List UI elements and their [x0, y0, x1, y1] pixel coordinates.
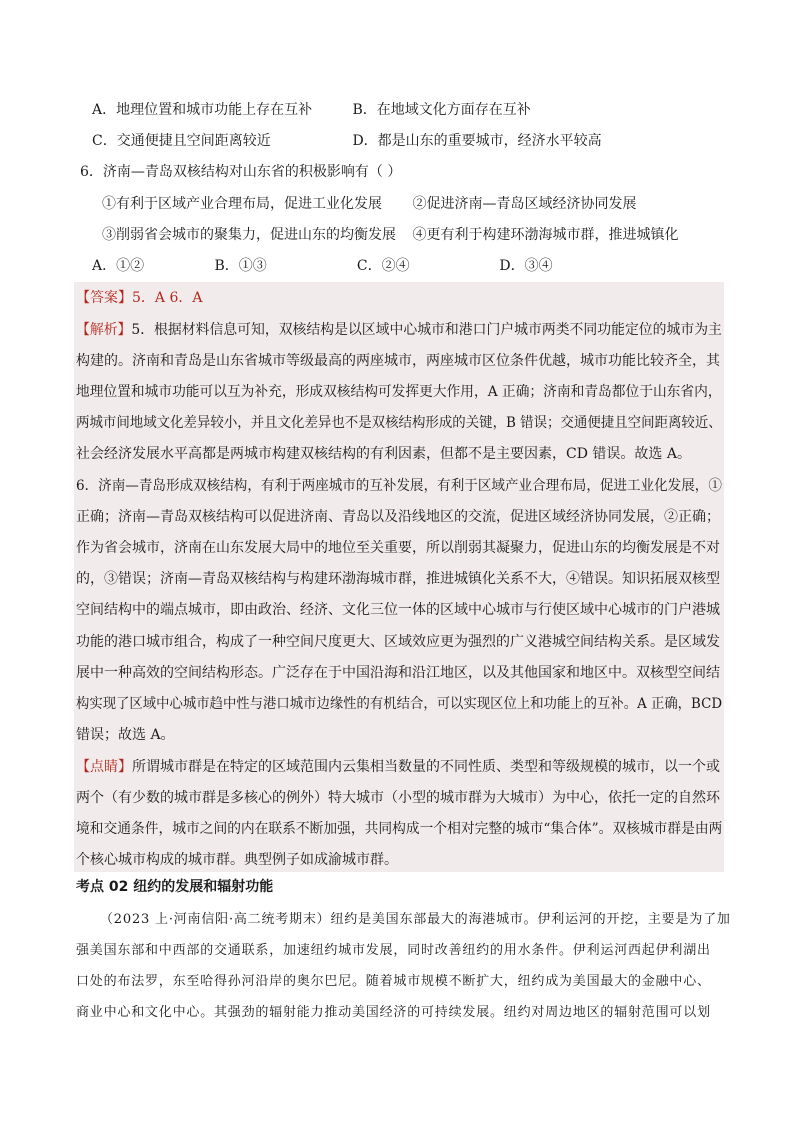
highlight-line-4: 个核心城市构成的城市群。典型例子如成渝城市群。 — [76, 852, 398, 868]
passage-line-4: 商业中心和文化中心。其强劲的辐射能力推动美国经济的可持续发展。纽约对周边地区的辐射范围可以划 — [76, 1005, 711, 1020]
answer-label: 【答案】 — [76, 290, 132, 306]
analysis-line-3: 地理位置和城市功能可以互为补充，形成双核结构可发挥更大作用，A 正确；济南和青岛都位于山东省内， — [76, 384, 722, 400]
analysis-line-11: 功能的港口城市组合，构成了一种空间尺度更大、区域效应更为强烈的广义港城空间结构关系。是区域发 — [76, 634, 720, 650]
highlight-line-2: 两个（有少数的城市群是多核心的例外）特大城市（小型的城市群为大城市）为中心，依托一定的自然环 — [76, 790, 720, 806]
analysis-line-14: 错误；故选 A。 — [76, 727, 175, 743]
answer-line — [76, 288, 203, 308]
analysis-line-10: 空间结构中的端点城市，即由政治、经济、文化三位一体的区域中心城市与行使区域中心城市的门户港城 — [76, 602, 720, 618]
q5-option-d: D．都是山东的重要城市，经济水平较高 — [352, 133, 602, 149]
analysis-line-9: 的，③错误；济南—青岛双核结构与构建环渤海城市群，推进城镇化关系不大，④错误。知识拓展双核型 — [76, 571, 720, 587]
analysis-line-1 — [76, 320, 722, 340]
q6-stem: 6．济南—青岛双核结构对山东省的积极影响有（ ） — [80, 164, 402, 180]
q6-option-b: B．①③ — [214, 258, 267, 274]
highlight-line-1 — [76, 757, 720, 777]
analysis-line-8: 作为省会城市，济南在山东发展大局中的地位至关重要，所以削弱其凝聚力，促进山东的均衡发展是不对 — [76, 540, 720, 556]
analysis-text: 5．根据材料信息可知，双核结构是以区域中心城市和港口门户城市两类不同功能定位的城市为主 — [131, 322, 722, 338]
analysis-line-5: 社会经济发展水平高都是两城市构建双核结构的有利因素，但都不是主要因素，CD 错误。故选 A。 — [76, 446, 691, 462]
passage-line-3: 口处的布法罗，东至哈得孙河沿岸的奥尔巴尼。随着城市规模不断扩大，纽约成为美国最大的金融中心、 — [76, 974, 711, 989]
q5-options-row-2 — [92, 131, 602, 151]
q6-statement-2: ②促进济南—青岛区域经济协同发展 — [412, 196, 637, 212]
passage-line-2: 强美国东部和中西部的交通联系，加速纽约城市发展，同时改善纽约的用水条件。伊利运河西起伊利湖出 — [76, 943, 711, 958]
analysis-line-2: 构建的。济南和青岛是山东省城市等级最高的两座城市，两座城市区位条件优越，城市功能比较齐全，其 — [76, 353, 720, 369]
q5-option-a: A．地理位置和城市功能上存在互补 — [92, 102, 313, 118]
q6-statements-row-1 — [102, 194, 636, 214]
answer-text: 5．A 6．A — [132, 290, 203, 306]
q6-statement-3: ③削弱省会城市的聚集力，促进山东的均衡发展 — [102, 227, 396, 243]
highlight-line-3: 境和交通条件，城市之间的内在联系不断加强，共同构成一个相对完整的城市“集合体”。双核城市群是由两 — [76, 821, 723, 837]
analysis-line-13: 构实现了区域中心城市趋中性与港口城市边缘性的有机结合，可以实现区位上和功能上的互补。A 正确，BCD — [76, 696, 723, 712]
q5-option-c: C．交通便捷且空间距离较近 — [92, 133, 271, 149]
q6-statement-4: ④更有利于构建环渤海城市群，推进城镇化 — [412, 227, 679, 243]
analysis-label: 【解析】 — [76, 322, 132, 338]
analysis-line-12: 展中一种高效的空间结构形态。广泛存在于中国沿海和沿江地区，以及其他国家和地区中。双核型空间结 — [76, 665, 720, 681]
analysis-line-6: 6．济南—青岛形成双核结构，有利于两座城市的互补发展，有利于区域产业合理布局，促进工业化发展，① — [76, 478, 722, 494]
q6-statements-row-2 — [102, 225, 678, 245]
q6-options-row — [92, 256, 553, 276]
q5-option-b: B．在地域文化方面存在互补 — [352, 102, 531, 118]
passage-line-1: （2023 上·河南信阳·高二统考期末）纽约是美国东部最大的海港城市。伊利运河的开挖，主要是为了加 — [100, 912, 731, 927]
analysis-line-7: 正确；济南—青岛双核结构可以促进济南、青岛以及沿线地区的交流，促进区域经济协同发展，②正确； — [76, 509, 720, 525]
section-title: 考点 02 纽约的发展和辐射功能 — [76, 879, 274, 895]
highlight-label: 【点睛】 — [76, 759, 132, 775]
q6-option-c: C．②④ — [356, 258, 410, 274]
analysis-line-4: 两城市间地域文化差异较小，并且文化差异也不是双核结构形成的关键，B 错误；交通便捷且空间距离较近、 — [76, 415, 722, 431]
highlight-text: 所谓城市群是在特定的区域范围内云集相当数量的不同性质、类型和等级规模的城市，以一个或 — [132, 759, 720, 775]
q6-option-d: D．③④ — [499, 258, 553, 274]
q6-option-a: A．①② — [92, 258, 145, 274]
q5-options-row-1 — [92, 100, 531, 120]
q6-statement-1: ①有利于区域产业合理布局，促进工业化发展 — [102, 196, 382, 212]
